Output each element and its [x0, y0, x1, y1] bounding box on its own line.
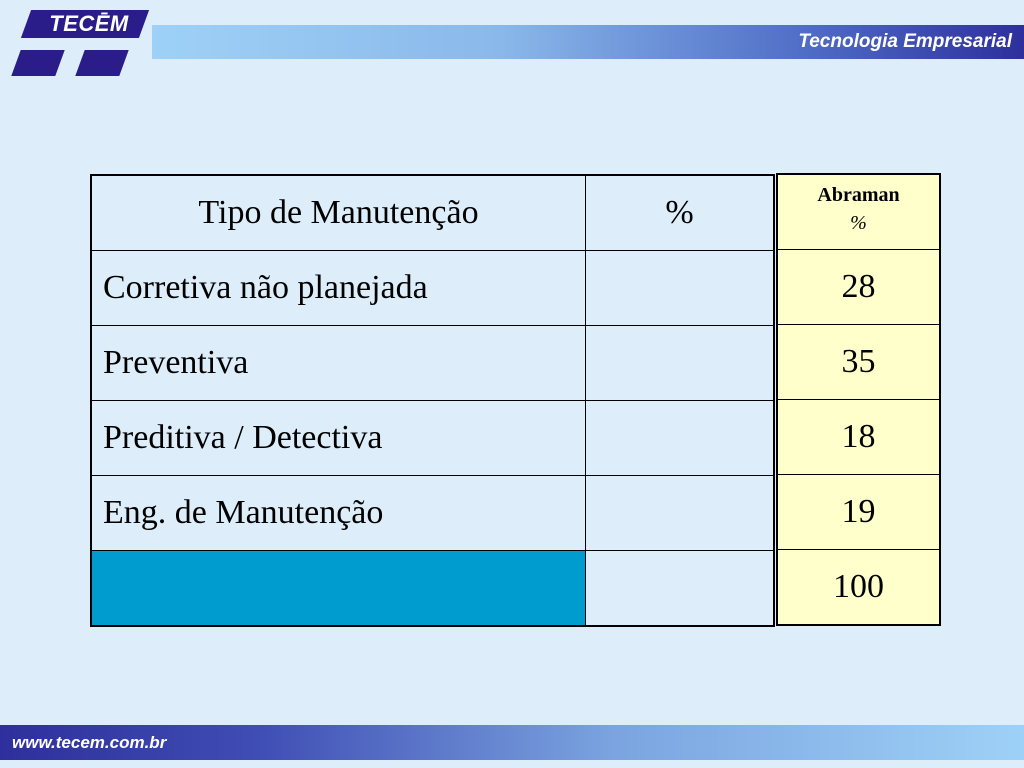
row-type-cell: Corretiva não planejada [92, 251, 586, 326]
maintenance-type-table [91, 175, 774, 626]
abraman-value-cell: 35 [778, 325, 940, 400]
abraman-header-row [778, 175, 940, 250]
row-percent-cell [586, 401, 774, 476]
header-band [152, 25, 1024, 59]
abraman-row [778, 250, 940, 325]
abraman-table [777, 174, 940, 625]
row-percent-cell [586, 251, 774, 326]
table-row [92, 476, 774, 551]
abraman-header [778, 175, 940, 250]
header-title: Tecnologia Empresarial [798, 31, 1012, 52]
column-header-type: Tipo de Manutenção [92, 176, 586, 251]
table-row [92, 401, 774, 476]
abraman-value-cell: 18 [778, 400, 940, 475]
abraman-value-cell: 19 [778, 475, 940, 550]
total-highlight-cell [92, 551, 586, 626]
abraman-value-cell: 28 [778, 250, 940, 325]
table-row-total [92, 551, 774, 626]
footer-url: www.tecem.com.br [12, 733, 167, 752]
logo-text: TECĒM [49, 11, 129, 36]
abraman-row [778, 475, 940, 550]
table-header-row [92, 176, 774, 251]
total-percent-cell [586, 551, 774, 626]
abraman-unit: % [850, 212, 867, 234]
column-header-percent: % [586, 176, 774, 251]
row-type-cell: Preditiva / Detectiva [92, 401, 586, 476]
table-row [92, 251, 774, 326]
abraman-title: Abraman [817, 184, 900, 206]
row-percent-cell [586, 326, 774, 401]
row-percent-cell [586, 476, 774, 551]
row-type-cell: Eng. de Manutenção [92, 476, 586, 551]
logo-block-right [75, 50, 128, 76]
abraman-row [778, 325, 940, 400]
abraman-row-total [778, 550, 940, 625]
abraman-row [778, 400, 940, 475]
row-type-cell: Preventiva [92, 326, 586, 401]
logo-block-left [11, 50, 64, 76]
table-row [92, 326, 774, 401]
footer-band [0, 725, 1024, 760]
abraman-total-cell: 100 [778, 550, 940, 625]
tecem-logo [8, 8, 148, 80]
